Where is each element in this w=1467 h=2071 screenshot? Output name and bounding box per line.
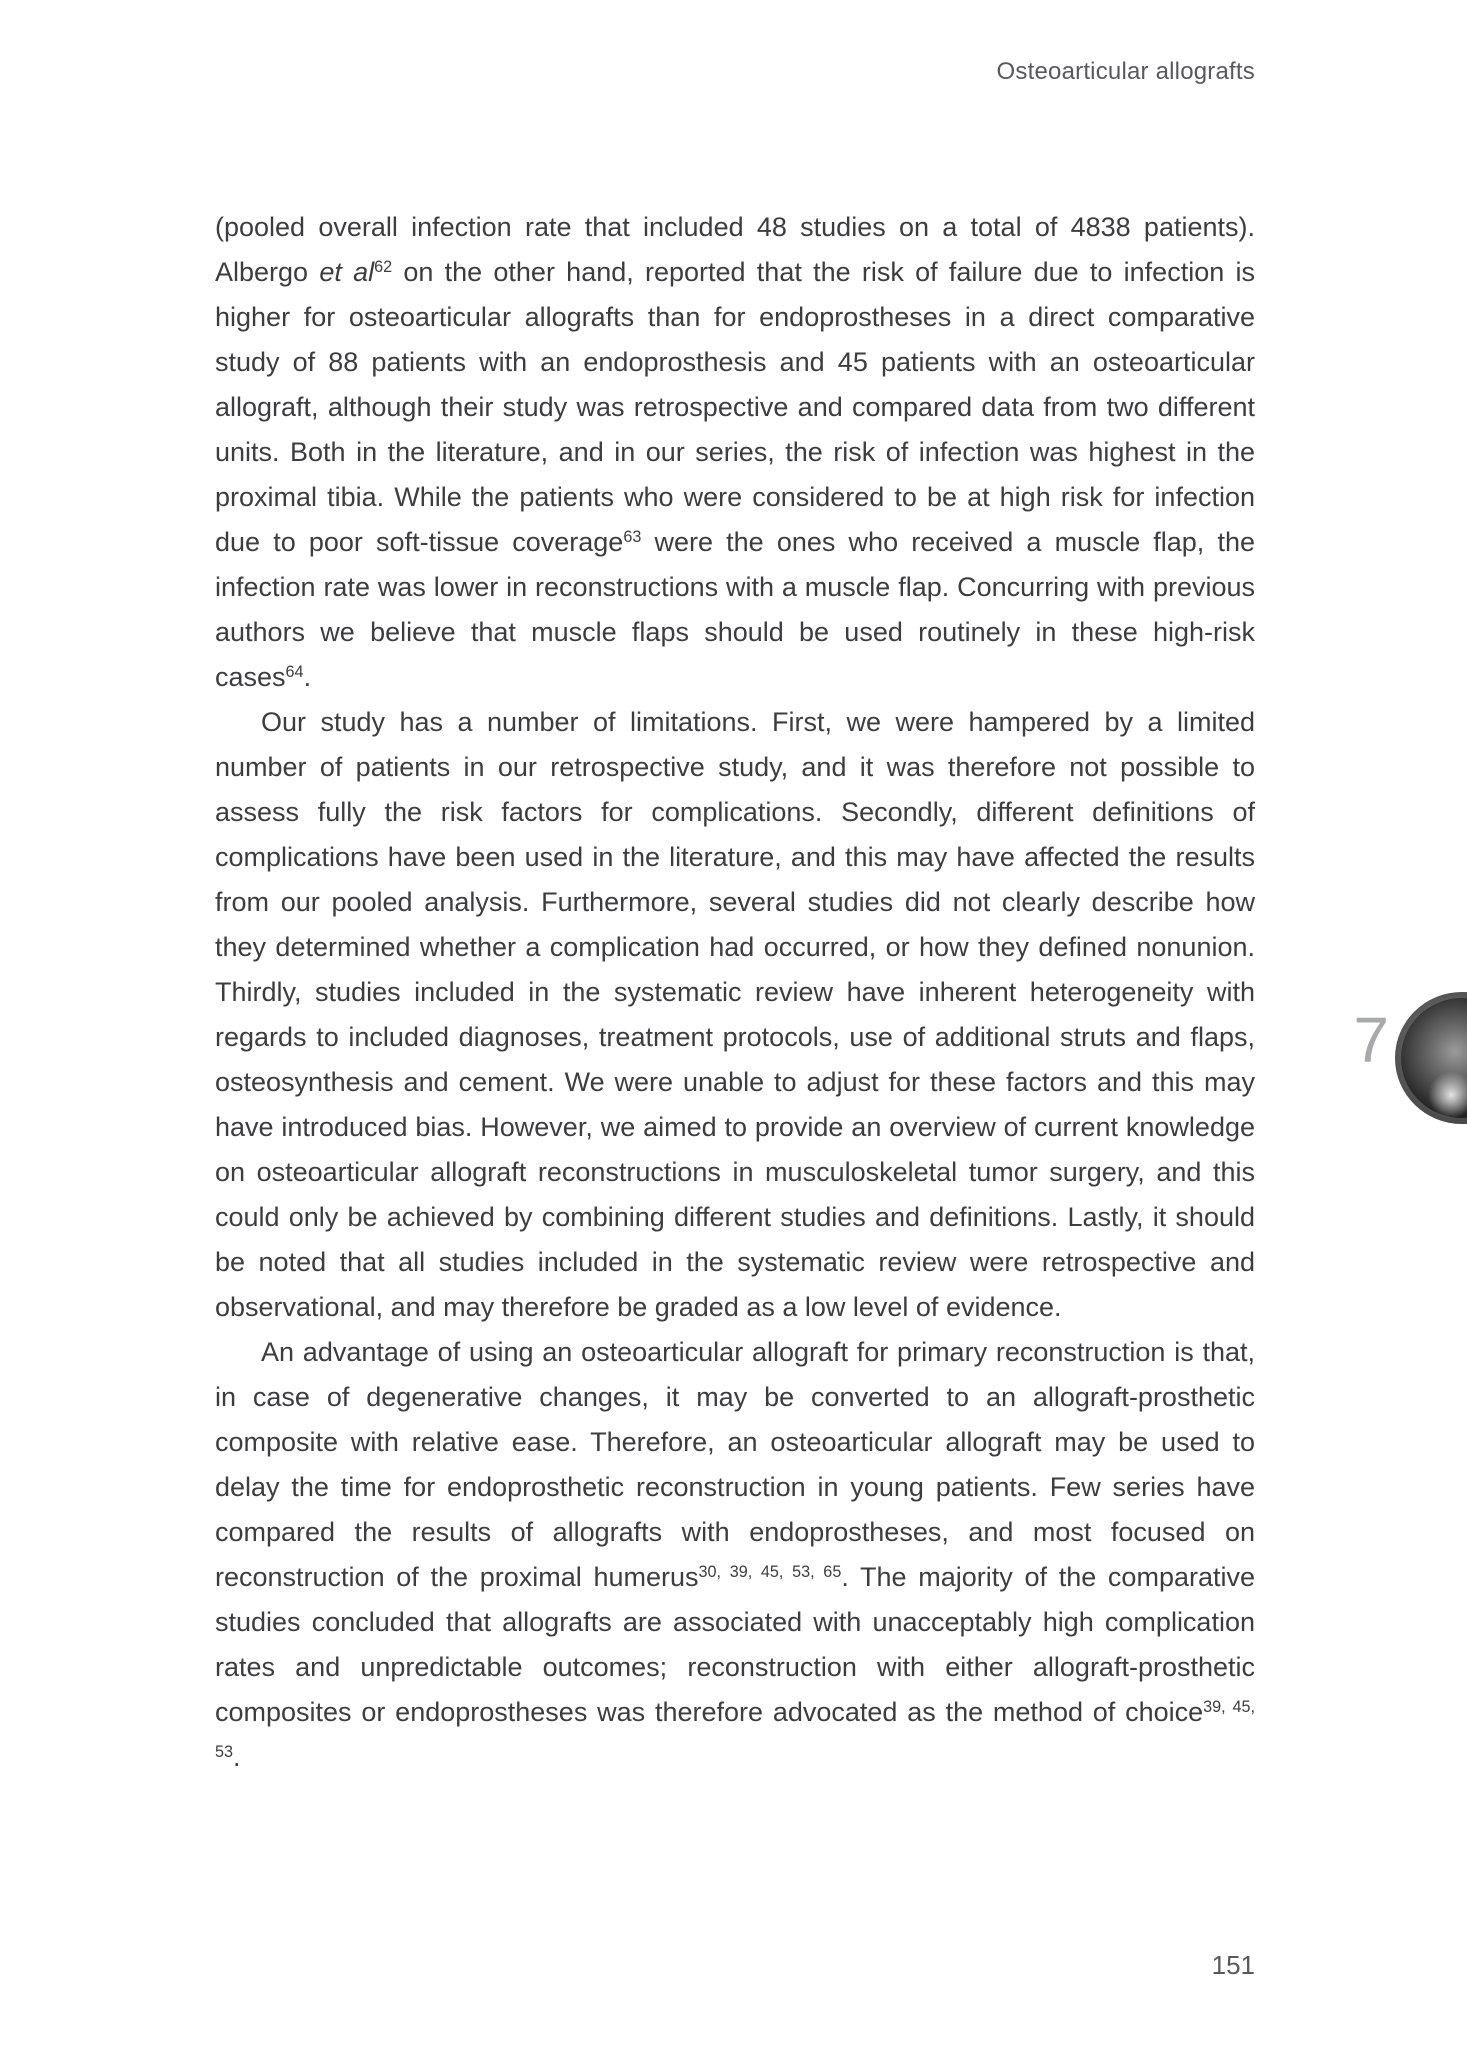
reference-superscript: 39, 45, 53 — [215, 1698, 1255, 1762]
text-run: Our study has a number of limitations. First, we were hampered by a limited number of patients in our retrospective study, and it was therefore not possible to assess fully the risk factors for complications. Secondly, different definitions of complications have been used in the literature, and this may have affected the results from our pooled analysis. Furthermore, several studies did not clearly describe how they determined whether a complication had occurred, or how they defined nonunion. Thirdly, studies included in the systematic review have inherent heterogeneity with regards to included diagnoses, treatment protocols, use of additional struts and flaps, osteosynthesis and cement. We were unable to adjust for these factors and this may have introduced bias. However, we aimed to provide an overview of current knowledge on osteoarticular allograft reconstructions in musculoskeletal tumor surgery, and this could only be achieved by combining different studies and definitions. Lastly, it should be noted that all studies included in the systematic review were retrospective and observational, and may therefore be graded as a low level of evidence. — [215, 707, 1255, 1322]
paragraph — [215, 205, 1255, 700]
text-run: et al — [319, 257, 375, 287]
page-number: 151 — [1211, 1950, 1255, 1980]
running-header: Osteoarticular allografts — [996, 58, 1255, 85]
reference-superscript: 63 — [623, 528, 642, 547]
paragraph — [215, 1330, 1255, 1780]
text-run: on the other hand, reported that the risk of failure due to infection is higher for osteoarticular allografts than for endoprostheses in a direct comparative study of 88 patients with an endoprosthesis and 45 patients with an osteoarticular allograft, although their study was retrospective and compared data from two different units. Both in the literature, and in our series, the risk of infection was highest in the proximal tibia. While the patients who were considered to be at high risk for infection due to poor soft-tissue coverage — [215, 257, 1255, 557]
chapter-number: 7 — [1353, 1004, 1389, 1076]
text-run: (pooled overall infection rate that included 48 studies on a total of 4838 patients). Albergo — [215, 212, 1255, 287]
reference-superscript: 62 — [374, 258, 393, 277]
text-run: . — [303, 662, 312, 692]
text-run: . The majority of the comparative studies concluded that allografts are associated with unacceptably high complication rates and unpredictable outcomes; reconstruction with either allograft-prosthetic composites or endoprostheses was therefore advocated as the method of choice — [215, 1562, 1255, 1727]
text-run: were the ones who received a muscle flap, the infection rate was lower in reconstructions with a muscle flap. Concurring with previous authors we believe that muscle flaps should be used routinely in these high-risk cases — [215, 527, 1255, 692]
text-run: . — [233, 1742, 241, 1772]
paragraph — [215, 700, 1255, 1330]
reference-superscript: 64 — [285, 663, 304, 682]
chapter-thumb-image — [1395, 992, 1467, 1124]
body-text — [215, 205, 1255, 1780]
text-run: An advantage of using an osteoarticular allograft for primary reconstruction is that, in case of degenerative changes, it may be converted to an allograft-prosthetic composite with relative ease. Therefore, an osteoarticular allograft may be used to delay the time for endoprosthetic reconstruction in young patients. Few series have compared the results of allografts with endoprostheses, and most focused on reconstruction of the proximal humerus — [215, 1337, 1255, 1592]
reference-superscript: 30, 39, 45, 53, 65 — [698, 1563, 842, 1582]
